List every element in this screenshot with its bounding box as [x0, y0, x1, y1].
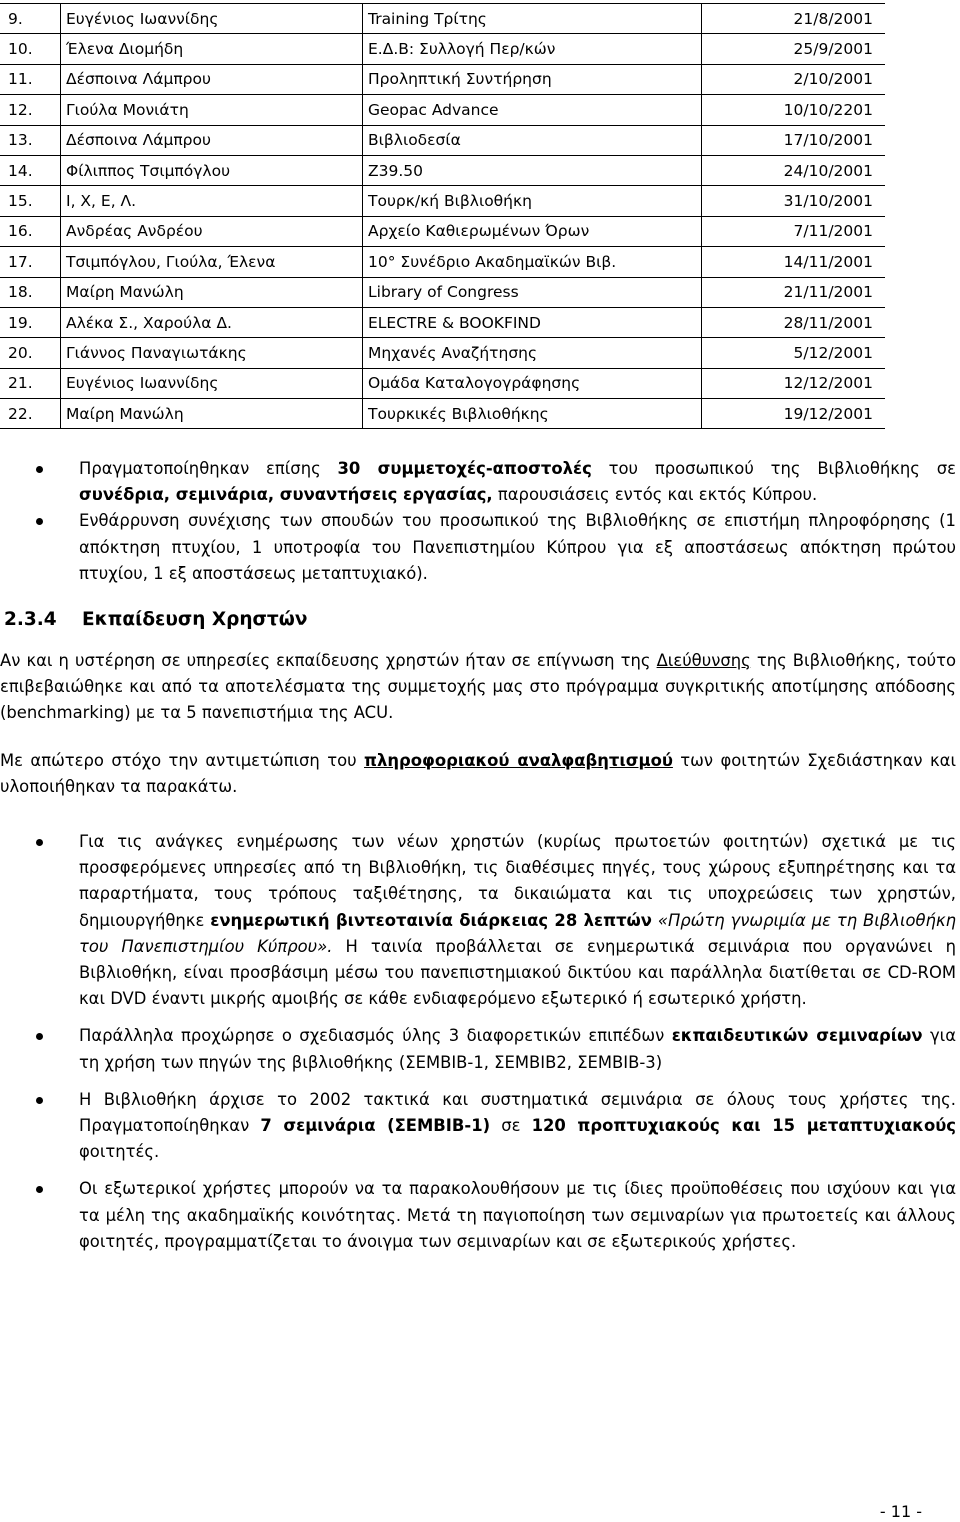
row-topic: Βιβλιοδεσία — [363, 125, 702, 155]
row-topic: Αρχείο Καθιερωμένων Όρων — [363, 216, 702, 246]
row-topic: Ομάδα Καταλογογράφησης — [363, 368, 702, 398]
table-row — [0, 399, 885, 429]
row-date: 12/12/2001 — [702, 368, 886, 398]
row-date: 2/10/2001 — [702, 64, 886, 94]
bullet-list-2-container — [0, 829, 956, 1255]
row-topic: Τουρκικές Βιβλιοθήκης — [363, 399, 702, 429]
bullet-dot-icon — [36, 839, 43, 846]
row-topic: Geopac Advance — [363, 95, 702, 125]
row-number: 20. — [0, 338, 61, 368]
table-row — [0, 277, 885, 307]
row-number: 14. — [0, 155, 61, 185]
row-name: Γιάννος Παναγιωτάκης — [61, 338, 363, 368]
text-run: του προσωπικού της Βιβλιοθήκης σε — [591, 459, 956, 478]
row-date: 24/10/2001 — [702, 155, 886, 185]
text-run: Διεύθυνσης — [656, 651, 751, 670]
row-name: Μαίρη Μανώλη — [61, 277, 363, 307]
bullet-dot-icon — [36, 1033, 43, 1040]
row-topic: Μηχανές Αναζήτησης — [363, 338, 702, 368]
bullet-item — [0, 1023, 956, 1075]
row-date: 28/11/2001 — [702, 307, 886, 337]
bullet-dot-icon — [36, 518, 43, 525]
text-run: Παράλληλα προχώρησε ο σχεδιασμός ύλης 3 διαφορετικών επιπέδων — [79, 1026, 672, 1046]
row-name: Δέσποινα Λάμπρου — [61, 64, 363, 94]
text-run: της Βιβλιοθήκης, τούτο επιβεβαιώθηκε και από τα αποτελέσματα της συμμετοχής μας στο πρόγραμμα συγκριτικής αποτίμησης απόδοσης (benchmarking) με τα 5 πανεπιστήμια της ACU. — [0, 651, 956, 723]
row-number: 12. — [0, 95, 61, 125]
bullet-dot-icon — [36, 1097, 43, 1104]
row-topic: ELECTRE & BOOKFIND — [363, 307, 702, 337]
row-name: Αλέκα Σ., Χαρούλα Δ. — [61, 307, 363, 337]
row-number: 22. — [0, 399, 61, 429]
bullet-list-2 — [0, 829, 956, 1255]
row-topic: Training Τρίτης — [363, 4, 702, 34]
table-row — [0, 34, 885, 64]
row-name: Τσιμπόγλου, Γιούλα, Έλενα — [61, 247, 363, 277]
paragraph-1 — [0, 648, 956, 727]
text-run: Πραγματοποίηθηκαν επίσης — [79, 459, 338, 478]
row-number: 10. — [0, 34, 61, 64]
text-run: των φοιτητών Σχεδιάστηκαν και υλοποιήθηκαν τα παρακάτω. — [0, 751, 957, 797]
page-number: - 11 - — [879, 1502, 922, 1521]
row-number: 11. — [0, 64, 61, 94]
row-number: 16. — [0, 216, 61, 246]
row-date: 7/11/2001 — [702, 216, 886, 246]
paragraph-2 — [0, 748, 956, 800]
text-run: 120 προπτυχιακούς και 15 μεταπτυχιακούς — [531, 1116, 956, 1136]
row-date: 21/8/2001 — [702, 4, 886, 34]
bullet-dot-icon — [36, 1186, 43, 1193]
text-run: ενημερωτική βιντεοταινία διάρκειας 28 λεπτών — [210, 910, 652, 930]
text-run: Η Βιβλιοθήκη άρχισε το 2002 τακτικά και συστηματικά σεμινάρια σε όλους τους χρήστες της. Πραγματοποίηθηκαν — [79, 1089, 956, 1136]
row-name: Φίλιππος Τσιμπόγλου — [61, 155, 363, 185]
table-row — [0, 125, 885, 155]
row-number: 19. — [0, 307, 61, 337]
table-row — [0, 155, 885, 185]
row-topic: Library of Congress — [363, 277, 702, 307]
bullet-list-1-container — [0, 456, 956, 587]
bullet-dot-icon — [36, 466, 43, 473]
row-topic: Τουρκ/κή Βιβλιοθήκη — [363, 186, 702, 216]
table-row — [0, 64, 885, 94]
bullet-item — [0, 829, 956, 1012]
row-date: 31/10/2001 — [702, 186, 886, 216]
row-date: 14/11/2001 — [702, 247, 886, 277]
row-name: Ευγένιος Ιωαννίδης — [61, 368, 363, 398]
table-row — [0, 368, 885, 398]
text-run: Ενθάρρυνση συνέχισης των σπουδών του προσωπικού της Βιβλιοθήκης σε επιστήμη πληροφόρησης (1 απόκτηση πτυχίου, 1 υποτροφία του Πανεπιστημίου Κύπρου για εξ αποστάσεως απόκτηση πρώτου πτυχίου, 1 εξ αποστάσεως μεταπτυχιακό). — [79, 511, 956, 583]
text-run: Αν και η υστέρηση σε υπηρεσίες εκπαίδευσης χρηστών ήταν σε επίγνωση της — [0, 651, 657, 670]
table-row — [0, 4, 885, 34]
text-run: Η ταινία προβάλλεται σε ενημερωτικά σεμινάρια που οργανώνει η Βιβλιοθήκη, είναι προσβάσιμη μέσω του πανεπιστημιακού δικτύου και παράλληλα διατίθεται σε CD-ROM και DVD έναντι μικρής αμοιβής σε κάθε ενδιαφερόμενο εξωτερικό ή εσωτερικό χρήστη. — [79, 936, 956, 1009]
bullet-list-1 — [0, 456, 956, 587]
row-topic: Z39.50 — [363, 155, 702, 185]
text-run: για τη χρήση των πηγών της βιβλιοθήκης (ΣΕΜΒΙΒ-1, ΣΕΜΒΙΒ2, ΣΕΜΒΙΒ-3) — [79, 1026, 957, 1072]
row-number: 9. — [0, 4, 61, 34]
row-number: 18. — [0, 277, 61, 307]
bullet-item — [0, 1176, 956, 1255]
row-date: 5/12/2001 — [702, 338, 886, 368]
section-heading — [4, 609, 307, 630]
row-name: Ι, Χ, Ε, Λ. — [61, 186, 363, 216]
text-run: παρουσιάσεις εντός και εκτός Κύπρου. — [492, 485, 818, 505]
row-date: 19/12/2001 — [702, 399, 886, 429]
row-date: 17/10/2001 — [702, 125, 886, 155]
table-row — [0, 338, 885, 368]
section-title: Εκπαίδευση Χρηστών — [82, 609, 308, 630]
row-name: Ανδρέας Ανδρέου — [61, 216, 363, 246]
table-row — [0, 216, 885, 246]
text-run: σε — [490, 1116, 532, 1136]
row-number: 21. — [0, 368, 61, 398]
table-row — [0, 307, 885, 337]
row-name: Έλενα Διομήδη — [61, 34, 363, 64]
row-topic: 10° Συνέδριο Ακαδημαϊκών Βιβ. — [363, 247, 702, 277]
bullet-item — [0, 1087, 956, 1166]
row-number: 15. — [0, 186, 61, 216]
text-run: φοιτητές. — [79, 1142, 160, 1162]
text-run: «Πρώτη γνωριμία με τη Βιβλιοθήκη του Πανεπιστημίου Κύπρου». — [79, 910, 956, 956]
row-number: 17. — [0, 247, 61, 277]
text-run: 30 συμμετοχές-αποστολές — [337, 459, 592, 478]
row-name: Γιούλα Μονιάτη — [61, 95, 363, 125]
row-topic: Προληπτική Συντήρηση — [363, 64, 702, 94]
text-run: πληροφοριακού αναλφαβητισμού — [364, 751, 673, 770]
table-row — [0, 186, 885, 216]
text-run: εκπαιδευτικών σεμιναρίων — [671, 1026, 923, 1046]
row-name: Δέσποινα Λάμπρου — [61, 125, 363, 155]
section-number: 2.3.4 — [4, 609, 57, 630]
row-number: 13. — [0, 125, 61, 155]
row-date: 25/9/2001 — [702, 34, 886, 64]
text-run: 7 σεμινάρια (ΣΕΜΒΙΒ-1) — [260, 1116, 491, 1136]
table-row — [0, 247, 885, 277]
text-run: Οι εξωτερικοί χρήστες μπορούν να τα παρακολουθήσουν με τις ίδιες προϋποθέσεις που ισχύουν και για τα μέλη της ακαδημαϊκής κοινότητας. Μετά τη παγιοποίηση των σεμιναρίων για πρωτοετείς και άλλους φοιτητές, προγραμματίζεται το άνοιγμα των σεμιναρίων και σε εξωτερικούς χρήστες. — [79, 1179, 956, 1251]
table-row — [0, 95, 885, 125]
paragraph-text — [0, 748, 956, 800]
bullet-item — [0, 508, 956, 587]
text-run: συνέδρια, σεμινάρια, συναντήσεις εργασίας, — [79, 485, 493, 505]
row-name: Ευγένιος Ιωαννίδης — [61, 4, 363, 34]
paragraph-text — [0, 648, 956, 727]
row-date: 21/11/2001 — [702, 277, 886, 307]
seminar-table — [0, 3, 885, 429]
text-run: Για τις ανάγκες ενημέρωσης των νέων χρηστών (κυρίως πρωτοετών φοιτητών) σχετικά με τις προσφερόμενες υπηρεσίες από τη Βιβλιοθήκη, τις διαθέσιμες πηγές, τους χώρους εξυπηρέτησης και τα παραρτήματα, τους τρόπους ταξιθέτησης, τα δικαιώματα και τις υποχρεώσεις των χρηστών, δημιουργήθηκε — [79, 832, 956, 930]
row-topic: Ε.Δ.Β: Συλλογή Περ/κών — [363, 34, 702, 64]
text-run: Με απώτερο στόχο την αντιμετώπιση του — [0, 751, 365, 770]
bullet-item — [0, 456, 956, 508]
row-name: Μαίρη Μανώλη — [61, 399, 363, 429]
row-date: 10/10/2201 — [702, 95, 886, 125]
